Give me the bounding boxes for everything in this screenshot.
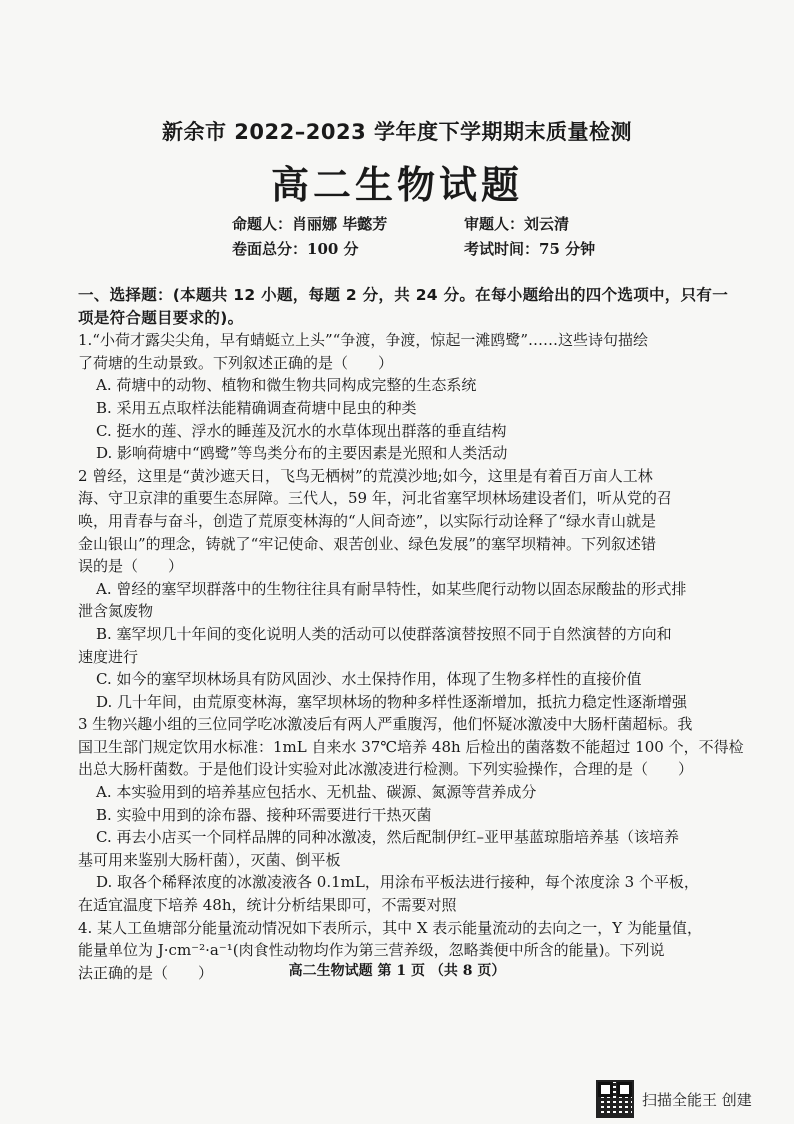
option-d: D. 影响荷塘中“鸥鹭”等鸟类分布的主要因素是光照和人类活动 bbox=[96, 444, 508, 463]
question-stem-line: 3 生物兴趣小组的三位同学吃冰激凌后有两人严重腹泻，他们怀疑冰激凌中大肠杆菌超标。我 bbox=[78, 715, 693, 734]
question-stem-line: 法正确的是（ ） bbox=[78, 963, 214, 982]
option-d-continued: 在适宜温度下培养 48h，统计分析结果即可，不需要对照 bbox=[78, 896, 457, 915]
subject-title: 高二生物试题 bbox=[270, 163, 523, 207]
question-stem-line: 出总大肠杆菌数。于是他们设计实验对此冰激凌进行检测。下列实验操作，合理的是（ ） bbox=[78, 760, 694, 779]
question-stem-line: 国卫生部门规定饮用水标准：1mL 自来水 37℃培养 48h 后检出的菌落数不能超过 100 个，不得检 bbox=[78, 737, 744, 756]
option-b: B. 实验中用到的涂布器、接种环需要进行干热灭菌 bbox=[96, 805, 432, 824]
reviewer-label: 审题人：刘云清 bbox=[464, 215, 570, 233]
question-stem-line: 2 曾经，这里是“黄沙遮天日，飞鸟无栖树”的荒漠沙地;如今，这里是有着百万亩人工林 bbox=[78, 466, 653, 485]
section-heading-line: 一、选择题：(本题共 12 小题，每题 2 分，共 24 分。在每小题给出的四个选项中，只有一 bbox=[78, 286, 728, 304]
question-stem-line: 海、守卫京津的重要生态屏障。三代人，59 年，河北省塞罕坝林场建设者们，听从党的召 bbox=[78, 489, 672, 508]
option-c: C. 如今的塞罕坝林场具有防风固沙、水土保持作用，体现了生物多样性的直接价值 bbox=[96, 670, 642, 689]
option-c: C. 再去小店买一个同样品牌的同种冰激凌，然后配制伊红–亚甲基蓝琼脂培养基（该培养 bbox=[96, 828, 679, 847]
question-stem-line: 金山银山”的理念，铸就了“牢记使命、艰苦创业、绿色发展”的塞罕坝精神。下列叙述错 bbox=[78, 534, 657, 553]
option-b: B. 采用五点取样法能精确调查荷塘中昆虫的种类 bbox=[96, 398, 417, 417]
question-stem-line: 误的是（ ） bbox=[78, 557, 184, 576]
page-footer: 高二生物试题 第 1 页 （共 8 页） bbox=[288, 963, 506, 979]
section-heading-line: 项是符合题目要求的)。 bbox=[78, 308, 244, 327]
total-score: 卷面总分：100 分 bbox=[232, 240, 359, 258]
question-stem-line: 了荷塘的生动景致。下列叙述正确的是（ ） bbox=[78, 353, 394, 372]
scanner-watermark bbox=[596, 1080, 752, 1118]
option-c: C. 挺水的莲、浮水的睡莲及沉水的水草体现出群落的垂直结构 bbox=[96, 421, 507, 440]
option-d: D. 几十年间，由荒原变林海，塞罕坝林场的物种多样性逐渐增加，抵抗力稳定性逐渐增强 bbox=[96, 692, 688, 711]
option-c-continued: 基可用来鉴别大肠杆菌），灭菌、倒平板 bbox=[78, 850, 341, 869]
exam-time: 考试时间：75 分钟 bbox=[464, 240, 596, 258]
option-b: B. 塞罕坝几十年间的变化说明人类的活动可以使群落演替按照不同于自然演替的方向和 bbox=[96, 624, 672, 643]
option-a: A. 本实验用到的培养基应包括水、无机盐、碳源、氮源等营养成分 bbox=[96, 783, 537, 802]
scanner-label: 扫描全能王 创建 bbox=[642, 1090, 752, 1109]
qr-code-icon bbox=[596, 1080, 634, 1118]
question-stem-line: 唤，用青春与奋斗，创造了荒原变林海的“人间奇迹”，以实际行动诠释了“绿水青山就是 bbox=[78, 511, 657, 530]
question-stem-line: 1.“小荷才露尖尖角，早有蜻蜓立上头”“争渡，争渡，惊起一滩鸥鹭”……这些诗句描绘 bbox=[78, 331, 648, 350]
question-stem-line: 4. 某人工鱼塘部分能量流动情况如下表所示，其中 X 表示能量流动的去向之一，Y 为能量值， bbox=[78, 918, 702, 937]
exam-title: 新余市 2022–2023 学年度下学期期末质量检测 bbox=[161, 120, 632, 144]
authors-label: 命题人：肖丽娜 毕懿芳 bbox=[232, 215, 388, 233]
option-a: A. 荷塘中的动物、植物和微生物共同构成完整的生态系统 bbox=[96, 376, 477, 395]
option-a-continued: 泄含氮废物 bbox=[78, 602, 154, 621]
option-a: A. 曾经的塞罕坝群落中的生物往往具有耐旱特性，如某些爬行动物以固态尿酸盐的形式排 bbox=[96, 579, 687, 598]
option-b-continued: 速度进行 bbox=[78, 647, 139, 666]
exam-content bbox=[78, 284, 768, 984]
option-d: D. 取各个稀释浓度的冰激凌液各 0.1mL，用涂布平板法进行接种，每个浓度涂 3 个平板， bbox=[96, 873, 699, 892]
question-stem-line: 能量单位为 J·cm⁻²·a⁻¹(肉食性动物均作为第三营养级，忽略粪便中所含的能量)。下列说 bbox=[78, 941, 665, 960]
